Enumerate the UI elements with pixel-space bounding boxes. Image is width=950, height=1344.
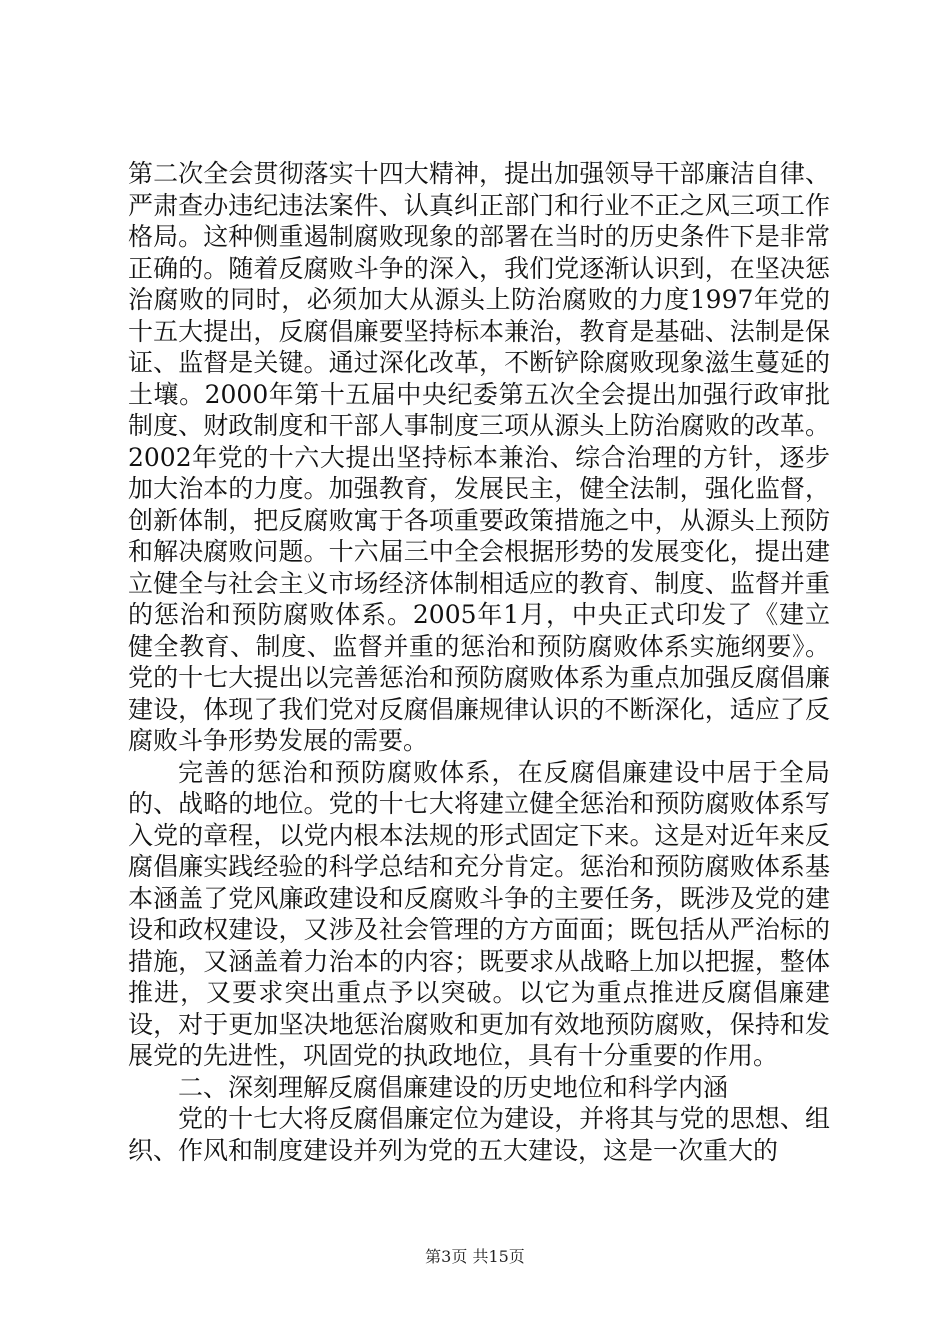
paragraph: 党的十七大将反腐倡廉定位为建设，并将其与党的思想、组织、作风和制度建设并列为党的五大建设，这是一次重大的 [128, 1104, 830, 1165]
paragraph-continued: 第二次全会贯彻落实十四大精神，提出加强领导干部廉洁自律、严肃查办违纪违法案件、认真纠正部门和行业不正之风三项工作格局。这种侧重遏制腐败现象的部署在当时的历史条件下是非常正确的。随着反腐败斗争的深入，我们党逐渐认识到，在坚决惩治腐败的同时，必须加大从源头上防治腐败的力度1997年党的十五大提出，反腐倡廉要坚持标本兼治，教育是基础、法制是保证、监督是关键。通过深化改革，不断铲除腐败现象滋生蔓延的土壤。2000年第十五届中央纪委第五次全会提出加强行政审批制度、财政制度和干部人事制度三项从源头上防治腐败的改革。2002年党的十六大提出坚持标本兼治、综合治理的方针，逐步加大治本的力度。加强教育，发展民主，健全法制，强化监督，创新体制，把反腐败寓于各项重要政策措施之中，从源头上预防和解决腐败问题。十六届三中全会根据形势的发展变化，提出建立健全与社会主义市场经济体制相适应的教育、制度、监督并重的惩治和预防腐败体系。2005年1月，中央正式印发了《建立健全教育、制度、监督并重的惩治和预防腐败体系实施纲要》。党的十七大提出以完善惩治和预防腐败体系为重点加强反腐倡廉建设，体现了我们党对反腐倡廉规律认识的不断深化，适应了反腐败斗争形势发展的需要。 [128, 159, 830, 755]
section-heading: 二、深刻理解反腐倡廉建设的历史地位和科学内涵 [178, 1072, 729, 1102]
paragraph: 完善的惩治和预防腐败体系，在反腐倡廉建设中居于全局的、战略的地位。党的十七大将建立健全惩治和预防腐败体系写入党的章程，以党内根本法规的形式固定下来。这是对近年来反腐倡廉实践经验的科学总结和充分肯定。惩治和预防腐败体系基本涵盖了党风廉政建设和反腐败斗争的主要任务，既涉及党的建设和政权建设，又涉及社会管理的方方面面；既包括从严治标的措施，又涵盖着力治本的内容；既要求从战略上加以把握，整体推进，又要求突出重点予以突破。以它为重点推进反腐倡廉建设，对于更加坚决地惩治腐败和更加有效地预防腐败，保持和发展党的先进性，巩固党的执政地位，具有十分重要的作用。 [128, 757, 830, 1070]
page-number-footer: 第3页 共15页 [425, 1247, 525, 1266]
document-body [128, 158, 830, 1166]
